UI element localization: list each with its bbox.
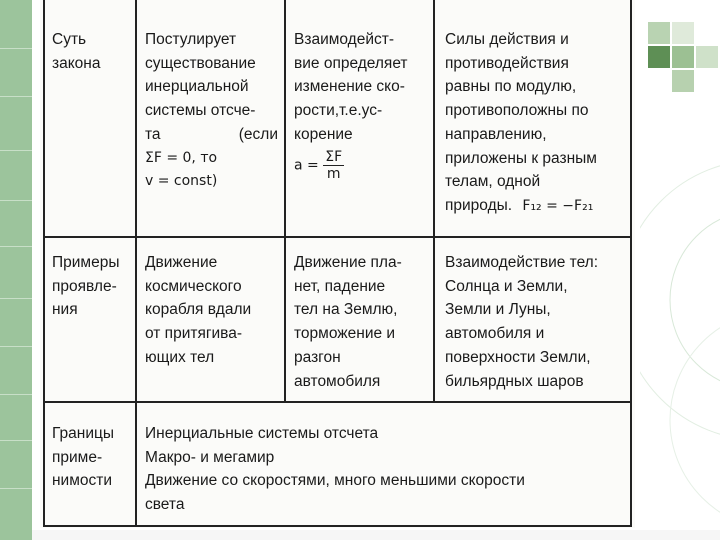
text-line: Взаимодейст- bbox=[294, 31, 394, 48]
row2-col1-cell bbox=[145, 251, 278, 370]
text-line: света bbox=[145, 496, 185, 514]
text-line: направлению, bbox=[445, 125, 547, 143]
text-line bbox=[445, 194, 625, 219]
right-decorative-squares bbox=[640, 0, 720, 540]
row1-col3-cell bbox=[445, 28, 625, 219]
text-line: Постулирует bbox=[145, 31, 237, 48]
text-line: Земли и Луны, bbox=[445, 301, 551, 319]
text-line: системы отсче- bbox=[145, 102, 256, 120]
text-line: Взаимодействие тел: bbox=[445, 254, 599, 271]
text-line: приложены к разным bbox=[445, 149, 597, 167]
text-line: рости,т.е.ус- bbox=[294, 102, 383, 120]
text-line: Солнца и Земли, bbox=[445, 277, 568, 295]
text-line: торможение и bbox=[294, 325, 396, 343]
text-line: существование bbox=[145, 54, 256, 72]
text-line: бильярдных шаров bbox=[445, 372, 584, 390]
text-line: телам, одной bbox=[445, 173, 541, 191]
text-line: Макро- и мегамир bbox=[145, 448, 275, 466]
text-line: инерциальной bbox=[145, 78, 249, 96]
text-line: нет, падение bbox=[294, 277, 386, 295]
text-line: равны по модулю, bbox=[445, 78, 577, 96]
text-line: противоположны по bbox=[445, 102, 589, 120]
left-decorative-panel bbox=[0, 0, 32, 540]
row3-header-line: нимости bbox=[52, 472, 113, 490]
text-line: корабля вдали bbox=[145, 301, 252, 319]
text-line: от притягива- bbox=[145, 325, 243, 343]
formula-numerator: ΣF bbox=[325, 148, 343, 165]
text-line: Инерциальные системы отсчета bbox=[145, 425, 379, 442]
row3-header bbox=[52, 422, 130, 493]
formula-denominator: m bbox=[326, 165, 341, 182]
text-line: космического bbox=[145, 277, 242, 295]
row1-col2-cell bbox=[294, 28, 428, 182]
bottom-strip bbox=[32, 530, 720, 540]
row3-body-cell bbox=[145, 422, 625, 517]
text-word: (если bbox=[238, 125, 278, 143]
table-scan bbox=[40, 0, 635, 528]
row2-header-line: ния bbox=[52, 301, 78, 319]
text-line: изменение ско- bbox=[294, 78, 405, 96]
text-line: противодействия bbox=[445, 54, 569, 72]
text-word: природы. bbox=[445, 196, 513, 214]
formula-lhs: a = bbox=[294, 157, 319, 174]
row2-header-line: Примеры bbox=[52, 254, 120, 271]
row2-col3-cell bbox=[445, 251, 625, 393]
text-line: поверхности Земли, bbox=[445, 348, 591, 366]
text-line: Движение bbox=[145, 254, 218, 271]
text-line: разгон bbox=[294, 348, 341, 366]
row3-header-line: приме- bbox=[52, 448, 103, 466]
text-word: та bbox=[145, 125, 161, 143]
text-line: автомобиля bbox=[294, 372, 381, 390]
text-line: вие определяет bbox=[294, 54, 408, 72]
row2-header bbox=[52, 251, 130, 322]
row3-header-line: Границы bbox=[52, 425, 114, 442]
third-law-formula: F₁₂ = −F₂₁ bbox=[522, 197, 594, 214]
formula-fraction bbox=[323, 149, 344, 182]
acceleration-formula bbox=[294, 149, 428, 182]
text-line: Силы действия и bbox=[445, 31, 569, 48]
text-line: корение bbox=[294, 125, 353, 143]
net-force-formula: ΣF = 0, то bbox=[145, 149, 218, 166]
text-line: автомобиля и bbox=[445, 325, 545, 343]
velocity-formula: v = const) bbox=[145, 173, 218, 190]
row1-col1-cell bbox=[145, 28, 278, 194]
text-line: Движение со скоростями, много меньшими скорости bbox=[145, 472, 525, 490]
text-line: ющих тел bbox=[145, 348, 215, 366]
text-line: тел на Землю, bbox=[294, 301, 398, 319]
text-line-justified bbox=[145, 123, 278, 147]
row1-header bbox=[52, 28, 130, 75]
row1-header-line: Суть bbox=[52, 31, 87, 48]
text-line: Движение пла- bbox=[294, 254, 402, 271]
row2-col2-cell bbox=[294, 251, 428, 393]
row1-header-line: закона bbox=[52, 54, 101, 72]
row2-header-line: проявле- bbox=[52, 277, 117, 295]
